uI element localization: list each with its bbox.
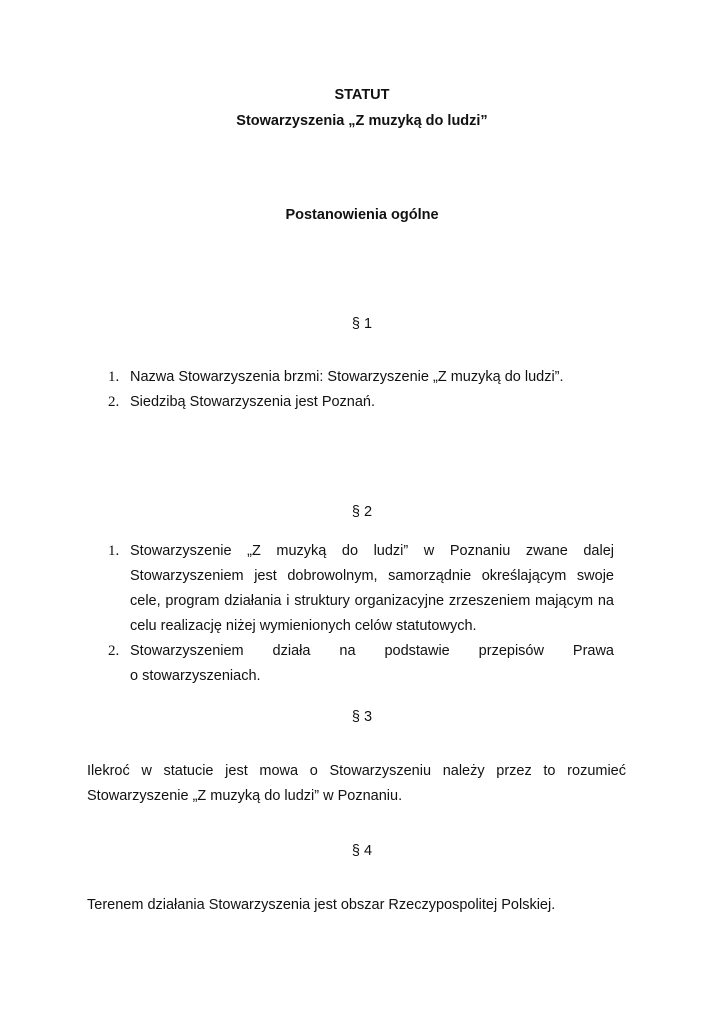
list-item-text: Stowarzyszenie „Z muzyką do ludzi” w Poznaniu zwane dalej Stowarzyszeniem jest dobrowolnym, samorządnie określającym swoje cele, program działania i struktury organizacyjne zrzeszeniem mającym na celu realizację niżej wymienionych celów statutowych. (130, 543, 614, 634)
list-item-number: 1. (108, 543, 120, 559)
section-2-heading: § 2 (351, 504, 373, 520)
list-item (108, 539, 614, 639)
section-3-heading: § 3 (351, 709, 373, 725)
list-item (108, 365, 614, 390)
section-3-paragraph: Ilekroć w statucie jest mowa o Stowarzyszeniu należy przez to rozumieć Stowarzyszenie „Z muzyką do ludzi” w Poznaniu. (87, 763, 626, 804)
list-item-number: 2. (108, 394, 120, 410)
list-item-text: Nazwa Stowarzyszenia brzmi: Stowarzyszenie „Z muzyką do ludzi”. (130, 369, 564, 385)
list-item-number: 2. (108, 643, 120, 659)
list-item-text-line1: Stowarzyszeniem działa na podstawie przepisów Prawa (130, 643, 614, 659)
section-1-heading: § 1 (351, 316, 373, 332)
section-4-heading: § 4 (351, 843, 373, 859)
list-item-number: 1. (108, 369, 120, 385)
section-2-list (108, 539, 614, 689)
chapter-heading: Postanowienia ogólne (285, 207, 439, 223)
list-item (108, 639, 614, 689)
section-1-list (108, 365, 614, 415)
section-4-paragraph: Terenem działania Stowarzyszenia jest obszar Rzeczypospolitej Polskiej. (87, 897, 556, 913)
document-title: STATUT (334, 87, 390, 103)
list-item-text: Siedzibą Stowarzyszenia jest Poznań. (130, 394, 376, 410)
list-item-text-line2: o stowarzyszeniach. (130, 668, 261, 684)
document-subtitle: Stowarzyszenia „Z muzyką do ludzi” (236, 113, 488, 129)
list-item (108, 390, 614, 415)
